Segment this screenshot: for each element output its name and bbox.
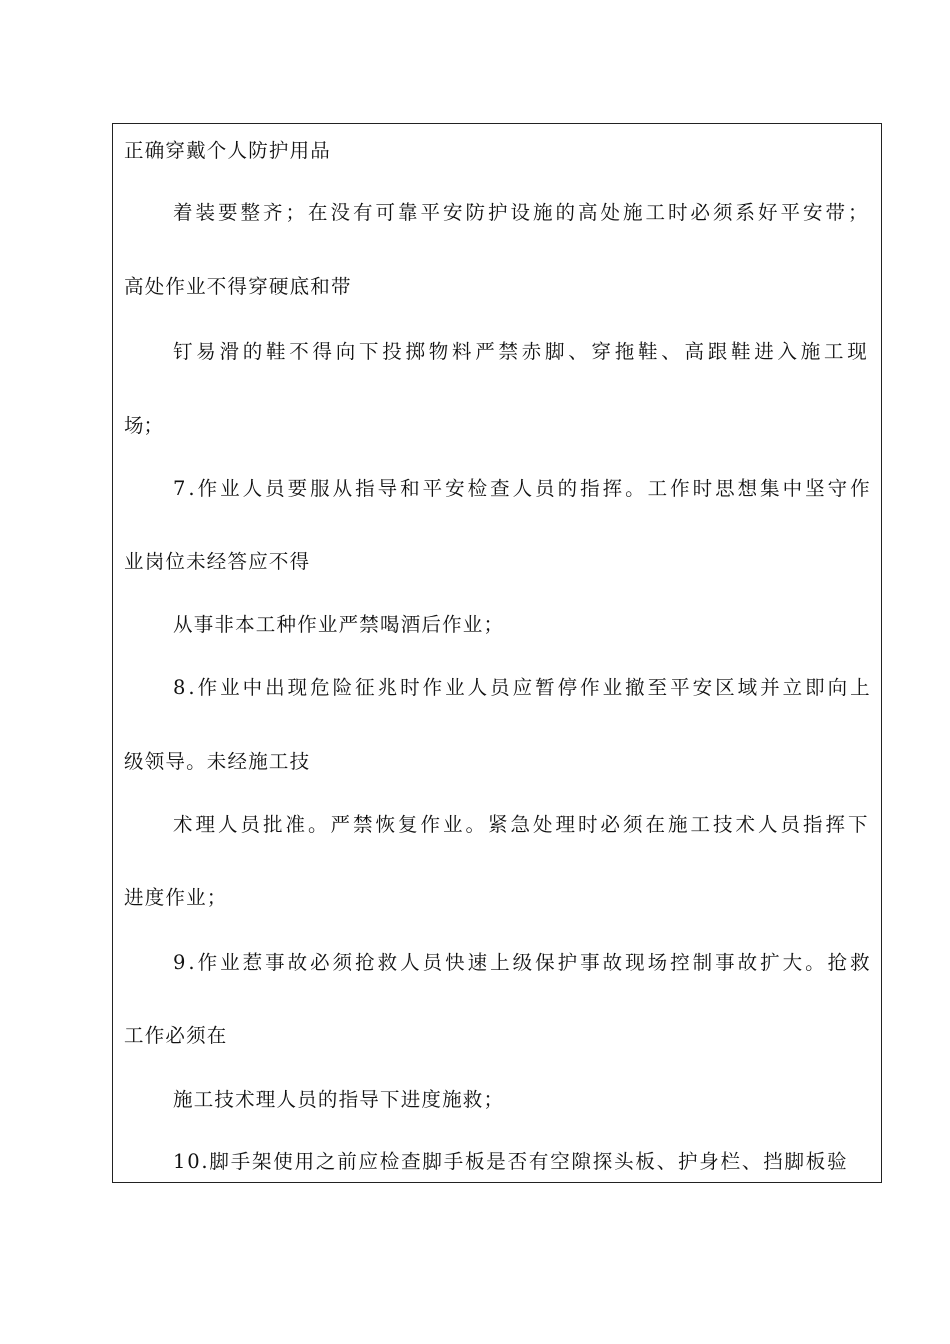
text-line: 9.作业惹事故必须抢救人员快速上级保护事故现场控制事故扩大。抢救 <box>173 951 873 974</box>
text-line: 8.作业中出现危险征兆时作业人员应暂停作业撤至平安区域并立即向上 <box>173 676 873 699</box>
text-line: 进度作业； <box>124 886 228 909</box>
text-line: 术理人员批准。严禁恢复作业。紧急处理时必须在施工技术人员指挥下 <box>173 813 871 836</box>
text-line: 施工技术理人员的指导下进度施救； <box>173 1088 505 1111</box>
text-line: 场； <box>124 414 164 437</box>
text-line: 工作必须在 <box>124 1024 228 1047</box>
text-line: 钉易滑的鞋不得向下投掷物料严禁赤脚、穿拖鞋、高跟鞋进入施工现 <box>173 340 871 363</box>
text-line: 7.作业人员要服从指导和平安检查人员的指挥。工作时思想集中坚守作 <box>173 477 873 500</box>
text-line: 10.脚手架使用之前应检查脚手板是否有空隙探头板、护身栏、挡脚板验 <box>173 1150 849 1173</box>
text-line: 级领导。未经施工技 <box>124 750 311 773</box>
text-line: 着装要整齐；在没有可靠平安防护设施的高处施工时必须系好平安带； <box>173 201 871 224</box>
text-line: 正确穿戴个人防护用品 <box>124 139 332 162</box>
text-line: 业岗位未经答应不得 <box>124 550 311 573</box>
text-line: 高处作业不得穿硬底和带 <box>124 275 352 298</box>
text-line: 从事非本工种作业严禁喝酒后作业； <box>173 613 505 636</box>
